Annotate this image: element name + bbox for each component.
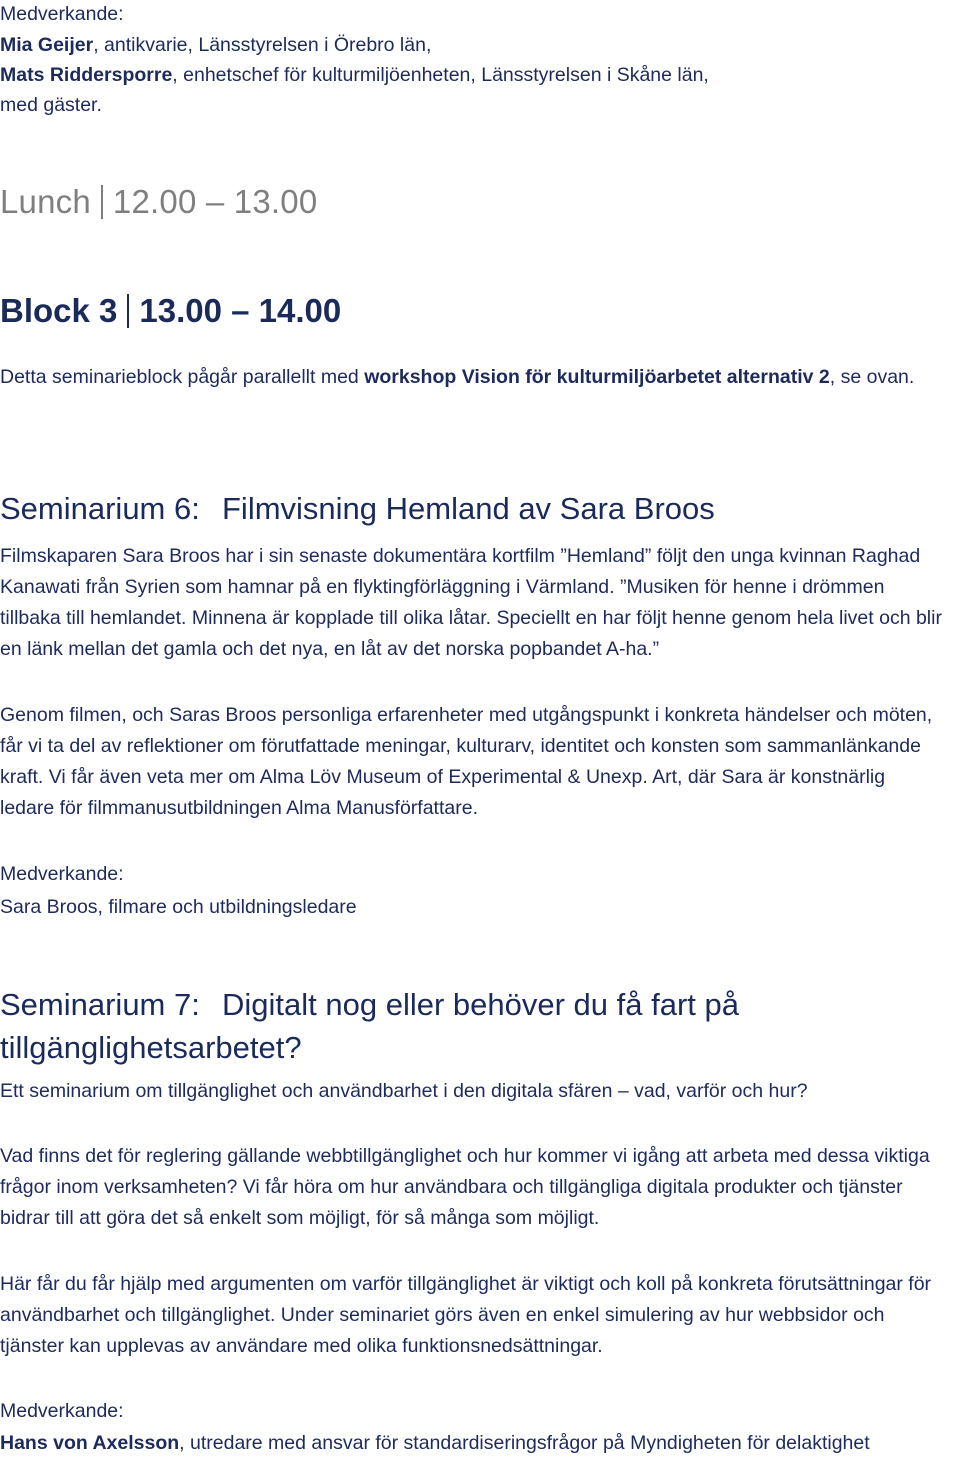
block-desc-text: , se ovan. (829, 366, 915, 388)
seminar-title (0, 983, 944, 1026)
block-heading (0, 291, 944, 331)
participants-label: Medverkande: (0, 3, 124, 25)
block-description (0, 362, 944, 393)
participant-role: , utredare med ansvar för standardiseringsfrågor på Myndigheten för delaktighet (179, 1432, 870, 1454)
block-time: 13.00 – 14.00 (139, 292, 342, 329)
participant-name: Mia Geijer (0, 34, 94, 56)
seminar-number: Seminarium 6: (0, 491, 200, 526)
lunch-time: 12.00 – 13.00 (112, 183, 318, 220)
seminar-paragraph: Vad finns det för reglering gällande webbtillgänglighet och hur kommer vi igång att arbeta med dessa viktiga frågor inom verksamheten? Vi får höra om hur användbara och tillgängliga digitala produkter och tjänster bidrar till att göra det så enkelt som möjligt, för så många som möjligt. (0, 1145, 930, 1229)
seminar-number: Seminarium 7: (0, 987, 200, 1022)
seminar-paragraph: Filmskaparen Sara Broos har i sin senaste dokumentära kortfilm ”Hemland” följt den unga kvinnan Raghad Kanawati från Syrien som hamnar på en flyktingförläggning i Värmland. ”Musiken för henne i drömmen tillbaka till hemlandet. Minnena är kopplade till olika låtar. Speciellt en har följt henne genom hela livet och blir en länk mellan det gamla och det nya, en låt av det norska popbandet A-ha.” (0, 545, 942, 660)
participants-label: Medverkande: (0, 863, 124, 885)
seminar-paragraph: Här får du får hjälp med argumenten om varför tillgänglighet är viktigt och koll på konkreta förutsättningar för användbarhet och tillgänglighet. Under seminariet görs även en enkel simulering av hur webbsidor och tjänster kan upplevas av användare med olika funktionsnedsättningar. (0, 1273, 932, 1357)
seminar-name: Filmvisning Hemland av Sara Broos (222, 491, 715, 526)
seminar-title-continued: tillgänglighetsarbetet? (0, 1030, 302, 1065)
guests-note: med gäster. (0, 94, 102, 116)
seminar-paragraph: Genom filmen, och Saras Broos personliga erfarenheter med utgångspunkt i konkreta händelser och möten, får vi ta del av reflektioner om förutfattade meningar, kulturarv, identitet och konsten som sammanlänkande kraft. Vi får även veta mer om Alma Löv Museum of Experimental & Unexp. Art, där Sara är konstnärlig ledare för filmmanusutbildningen Alma Manusförfattare. (0, 704, 933, 819)
lunch-label: Lunch (0, 183, 91, 220)
seminar-paragraph: Ett seminarium om tillgänglighet och användbarhet i den digitala sfären – vad, varför och hur? (0, 1080, 808, 1102)
participant-role: , enhetschef för kulturmiljöenheten, Länsstyrelsen i Skåne län, (172, 64, 709, 86)
separator-bar (127, 294, 129, 328)
participant-name: Mats Riddersporre (0, 64, 173, 86)
block-desc-text: Detta seminarieblock pågår parallellt med (0, 366, 365, 388)
participant-line (0, 61, 944, 89)
block-label: Block 3 (0, 292, 118, 329)
participant-line (0, 1429, 944, 1457)
participant-role: , antikvarie, Länsstyrelsen i Örebro län, (93, 34, 432, 56)
workshop-reference: workshop Vision för kulturmiljöarbetet alternativ 2 (364, 366, 830, 388)
participant-name: Hans von Axelsson (0, 1432, 180, 1454)
seminar-title (0, 487, 944, 530)
lunch-heading (0, 182, 944, 222)
participant-line: Sara Broos, filmare och utbildningsledare (0, 896, 357, 918)
participants-label: Medverkande: (0, 1400, 124, 1422)
seminar-name: Digitalt nog eller behöver du få fart på (222, 987, 739, 1022)
participant-line (0, 31, 944, 59)
separator-bar (101, 185, 103, 219)
